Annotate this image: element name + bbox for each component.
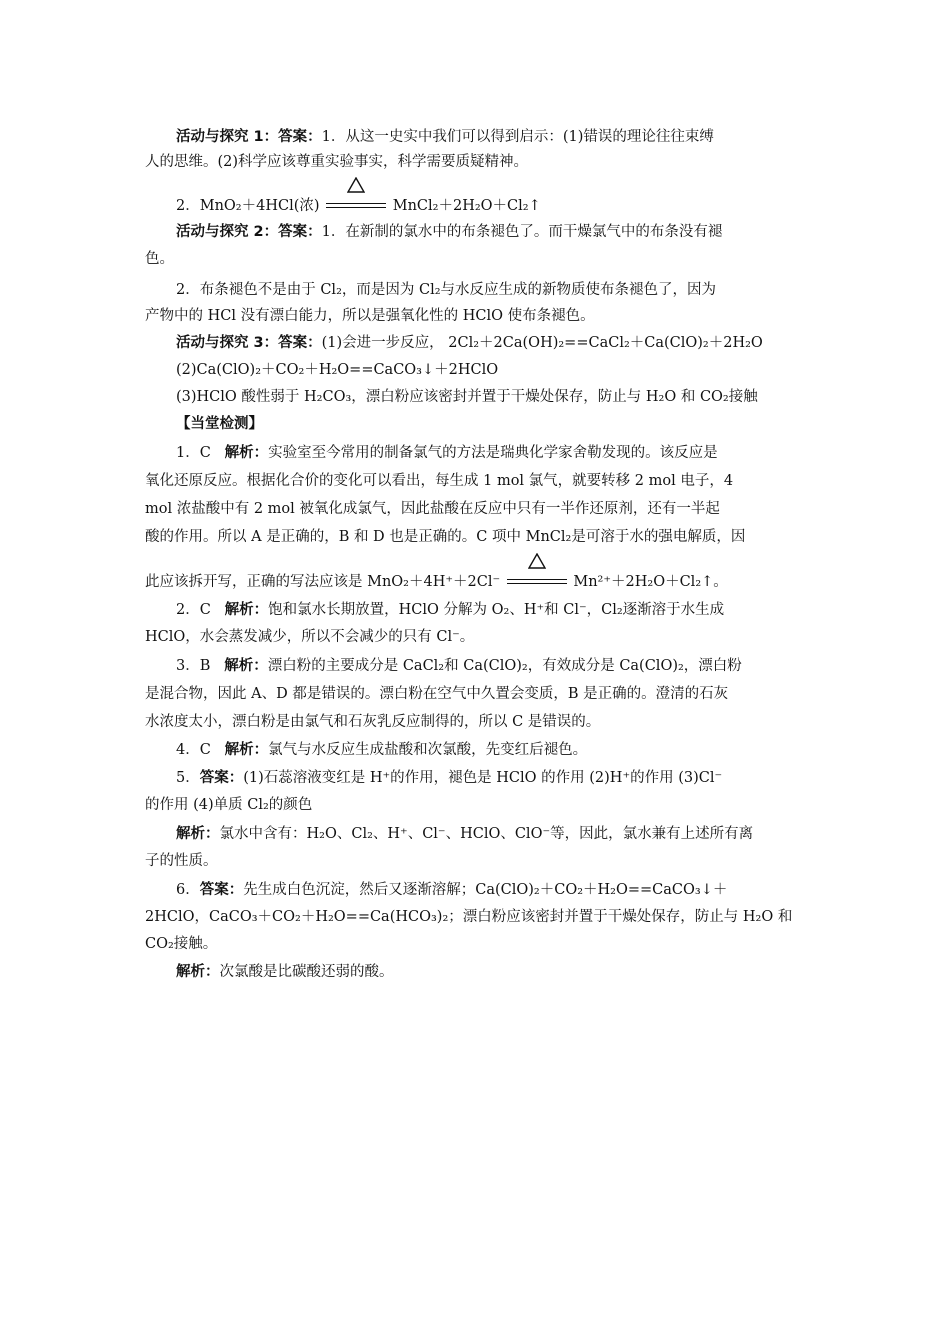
q3-line3: 水浓度太小，漂白粉是由氯气和石灰乳反应制得的，所以 C 是错误的。 [145,714,601,730]
q4-line1: 4．C 解析：氯气与水反应生成盐酸和次氯酸，先变红后褪色。 [176,742,588,758]
q1-line4: 酸的作用。所以 A 是正确的，B 和 D 也是正确的。C 项中 MnCl₂是可溶于水的强电解质，因 [145,529,746,545]
activity1-title: 活动与探究 1：答案： [176,129,322,145]
q2-line2: HClO，水会蒸发减少，所以不会减少的只有 Cl⁻。 [145,629,475,645]
q6-line2: 2HClO，CaCO₃＋CO₂＋H₂O==Ca(HCO₃)₂；漂白粉应该密封并置于干燥处保存，防止与 H₂O 和 [145,909,793,925]
q1-equation: 此应该拆开写，正确的写法应该是 MnO₂＋4H⁺＋2Cl⁻ Mn²⁺＋2H₂O＋Cl₂↑。 [145,572,728,592]
activity1-line2: 人的思维。(2)科学应该尊重实验事实，科学需要质疑精神。 [145,154,529,170]
q5-line3: 解析：氯水中含有：H₂O、Cl₂、H⁺、Cl⁻、HClO、ClO⁻等，因此，氯水兼有上述所有离 [176,826,754,842]
q5-line1: 5．答案：(1)石蕊溶液变红是 H⁺的作用，褪色是 HClO 的作用 (2)H⁺的作用 (3)Cl⁻ [176,770,723,786]
activity2-line4: 产物中的 HCl 没有漂白能力，所以是强氧化性的 HClO 使布条褪色。 [145,308,595,324]
activity3-line2: (2)Ca(ClO)₂＋CO₂＋H₂O==CaCO₃↓＋2HClO [176,362,499,378]
activity2-line3: 2．布条褪色不是由于 Cl₂，而是因为 Cl₂与水反应生成的新物质使布条褪色了，因为 [176,282,717,298]
q2-line1: 2．C 解析：饱和氯水长期放置，HClO 分解为 O₂、H⁺和 Cl⁻，Cl₂逐渐溶于水生成 [176,602,725,618]
activity2-line2: 色。 [145,251,174,267]
activity3-line1: 活动与探究 3：答案：(1)会进一步反应， 2Cl₂＋2Ca(OH)₂==CaCl₂＋Ca(ClO)₂＋2H₂O [176,335,763,351]
q6-line3: CO₂接触。 [145,936,218,952]
activity2-line1: 活动与探究 2：答案：1．在新制的氯水中的布条褪色了。而干燥氯气中的布条没有褪 [176,224,723,240]
activity1-line1: 活动与探究 1：答案：1．从这一史实中我们可以得到启示：(1)错误的理论往往束缚 [176,129,714,145]
section-title: 【当堂检测】 [176,416,263,432]
activity2-title: 活动与探究 2：答案： [176,224,322,240]
q5-line4: 子的性质。 [145,853,218,869]
q6-line1: 6．答案：先生成白色沉淀，然后又逐渐溶解；Ca(ClO)₂＋CO₂＋H₂O==CaCO₃↓＋ [176,882,728,898]
q3-line1: 3．B 解析：漂白粉的主要成分是 CaCl₂和 Ca(ClO)₂，有效成分是 Ca(ClO)₂，漂白粉 [176,658,742,674]
activity3-title: 活动与探究 3：答案： [176,335,322,351]
q6-line4: 解析：次氯酸是比碳酸还弱的酸。 [176,964,394,980]
q3-line2: 是混合物，因此 A、D 都是错误的。漂白粉在空气中久置会变质，B 是正确的。澄清的石灰 [145,686,729,702]
activity3-line3: (3)HClO 酸性弱于 H₂CO₃，漂白粉应该密封并置于干燥处保存，防止与 H₂O 和 CO₂接触 [176,389,758,405]
heat-triangle-icon [326,199,386,213]
q1-line1: 1．C 解析：实验室至今常用的制备氯气的方法是瑞典化学家舍勒发现的。该反应是 [176,445,718,461]
q1-line2: 氧化还原反应。根据化合价的变化可以看出，每生成 1 mol 氯气，就要转移 2 mol 电子，4 [145,473,734,489]
q5-line2: 的作用 (4)单质 Cl₂的颜色 [145,797,313,813]
heat-triangle-icon [507,575,567,589]
activity1-equation: 2．MnO₂＋4HCl(浓) MnCl₂＋2H₂O＋Cl₂↑ [176,196,541,216]
q1-line3: mol 浓盐酸中有 2 mol 被氧化成氯气，因此盐酸在反应中只有一半作还原剂，还有一半起 [145,501,720,517]
